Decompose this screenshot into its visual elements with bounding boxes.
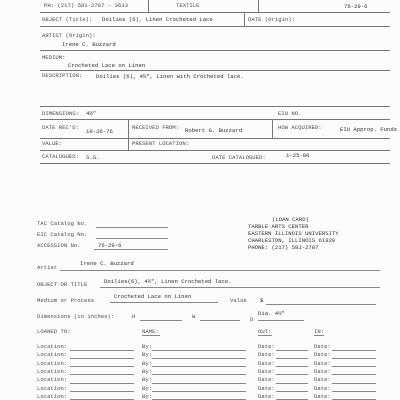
heading-line: PHONE: (217) 581-2787 [248,244,319,251]
phone-text: PH: (217) 581-2787 - 3633 [44,2,128,9]
date-received-value: 10-26-76 [86,128,113,135]
divider [244,12,245,26]
object-label: OBJECT (Title): [42,16,93,23]
eic-catalog-label: EIC Catalog No. [37,231,88,238]
loan-row-location-label: Location: [37,351,68,359]
rule [100,287,380,288]
loan-row-date-out-line [276,366,308,367]
catalogued-label: CATALOGUED: [42,153,79,160]
loan-row-date-in-line [332,383,376,384]
loan-row-date-out-label: Date: [258,367,275,375]
rule [60,270,380,271]
rule [258,320,304,321]
width-label: W [192,313,196,320]
depth-label: D [250,316,254,323]
loan-row-by-label: By: [142,384,153,392]
rule [40,26,390,27]
loan-row-location-label: Location: [37,392,68,400]
value-label: VALUE: [42,140,63,147]
divider [258,0,259,12]
loan-row-by-label: By: [142,351,153,359]
description-label: DESCRIPTION: [42,72,83,79]
loan-row-date-out-label: Date: [258,376,275,384]
loan-row-date-in-label: Date: [314,367,331,375]
loan-row-location-label: Location: [37,367,68,375]
description-value: Doilies (6), 4½", Linen with Crocheted lace. [96,73,244,80]
date-origin-label: DATE (Origin): [248,16,295,23]
loan-row-location-line [70,366,134,367]
rule [142,335,160,336]
artist-value: Irene C. Buzzard [80,260,134,267]
col-loaned-to: LOANED TO: [37,328,71,335]
loan-row-by-label: By: [142,343,153,350]
rule [96,227,168,228]
rule [40,106,390,107]
loan-row-location-label: Location: [37,384,68,392]
rule [110,302,218,303]
loan-row-by-line [152,374,246,375]
heading-line: EASTERN ILLINOIS UNIVERSITY [248,230,339,237]
tac-catalog-label: TAC Catalog No. [37,220,88,227]
loan-row-date-in-line [332,391,376,392]
rule [40,138,390,139]
loan-row-date-in-label: Date: [314,376,331,384]
loan-row-by-label: By: [142,359,153,367]
object-value: Doilies(6), 4½", Linen Crocheted lace. [104,278,232,285]
loan-row-by-label: By: [142,367,153,375]
loan-row-date-out-line [276,374,308,375]
loan-row-by-label: By: [142,392,153,400]
rule [94,249,168,250]
loan-row-date-in-line [332,358,376,359]
loan-row-by-line [152,358,246,359]
divider [272,119,273,138]
date-catalogued-value: 1-25-80 [286,152,310,159]
dimensions-value: 4½" [86,110,97,117]
artist-label: ARTIST (Origin): [42,32,96,39]
present-location-label: PRESENT LOCATION: [132,140,190,147]
loan-row-date-in-label: Date: [314,384,331,392]
rule [258,335,272,336]
rule [96,238,168,239]
loan-row-date-out-label: Date: [258,359,275,367]
eiu-no-label: EIU NO. [278,110,302,117]
loan-row-location-line [70,383,134,384]
loan-row-date-out-label: Date: [258,351,275,359]
loan-row-date-out-line [276,383,308,384]
accession-value: 76-29-6 [98,242,122,249]
col-out: OUT: [258,328,272,335]
medium-value: Crocheted Lace on Linen [68,62,146,69]
rule [40,119,390,120]
accession-label: ACCESSION No. [37,242,81,249]
heading-line: (LOAN CARD) [272,216,309,223]
rule [40,12,390,13]
date-received-label: DATE REC'D: [42,124,79,131]
received-from-label: RECEIVED FROM: [132,124,179,131]
col-in: IN: [314,328,325,335]
loan-row-by-label: By: [142,376,153,384]
how-acquired-label: HOW ACQUIRED: [278,124,322,131]
object-value: Doilies (6), Linen Crocheted Lace [102,16,213,23]
rule [40,150,390,151]
object-label: OBJECT OR TITLE [37,281,88,288]
loan-row-location-line [70,358,134,359]
loan-row-date-out-line [276,350,308,351]
loan-row-date-in-label: Date: [314,359,331,367]
divider [148,0,149,12]
rule [40,70,390,71]
medium-label: Medium or Process [37,297,95,304]
medium-value: Crocheted Lace on Linen [114,293,192,300]
date-catalogued-label: DATE CATALOGUED: [212,154,266,161]
rule [140,320,182,321]
value-value: $ [260,297,264,304]
medium-label: MEDIUM: [42,54,66,61]
catalogued-value: S.S. [86,154,100,161]
loan-row-date-out-label: Date: [258,392,275,400]
loan-row-date-in-line [332,374,376,375]
loan-row-date-in-line [332,350,376,351]
loan-row-date-out-label: Date: [258,384,275,392]
divider [128,119,129,138]
artist-label: Artist [37,264,58,271]
loan-row-location-line [70,350,134,351]
received-from-value: Robert G. Buzzard [185,127,243,134]
loan-row-by-line [152,383,246,384]
category-textile: TEXTILE [176,2,200,9]
dimensions-label: DIMENSIONS: [42,110,79,117]
loan-row-location-line [70,374,134,375]
how-acquired-value: EIU Approp. Funds [340,126,398,133]
loan-row-date-in-label: Date: [314,343,331,350]
artist-value: Irene C. Buzzard [62,41,116,48]
rule [40,163,390,164]
height-label: H [132,313,136,320]
loan-row-location-line [70,391,134,392]
loan-row-date-in-label: Date: [314,351,331,359]
loan-row-by-line [152,391,246,392]
rule [314,335,324,336]
loan-row-location-label: Location: [37,376,68,384]
loan-row-date-in-line [332,366,376,367]
loan-row-location-label: Location: [37,359,68,367]
loan-row-by-line [152,366,246,367]
col-name: NAME: [142,328,159,335]
heading-line: TARBLE ARTS CENTER [248,223,309,230]
accession-number: 76-29-6 [344,3,368,10]
loan-row-date-in-label: Date: [314,392,331,400]
loan-row-location-label: Location: [37,343,68,350]
divider [128,138,129,150]
rule [266,304,376,305]
loan-row-by-line [152,350,246,351]
dimensions-label: Dimensions (in inches): [37,313,115,320]
rule [200,320,240,321]
rule [40,50,390,51]
loan-row-date-out-line [276,358,308,359]
loan-row-date-out-label: Date: [258,343,275,350]
diameter-value: Dia. 4½" [258,310,285,317]
heading-line: CHARLESTON, ILLINOIS 61920 [248,237,336,244]
value-label: Value [230,297,247,304]
loan-row-date-out-line [276,391,308,392]
